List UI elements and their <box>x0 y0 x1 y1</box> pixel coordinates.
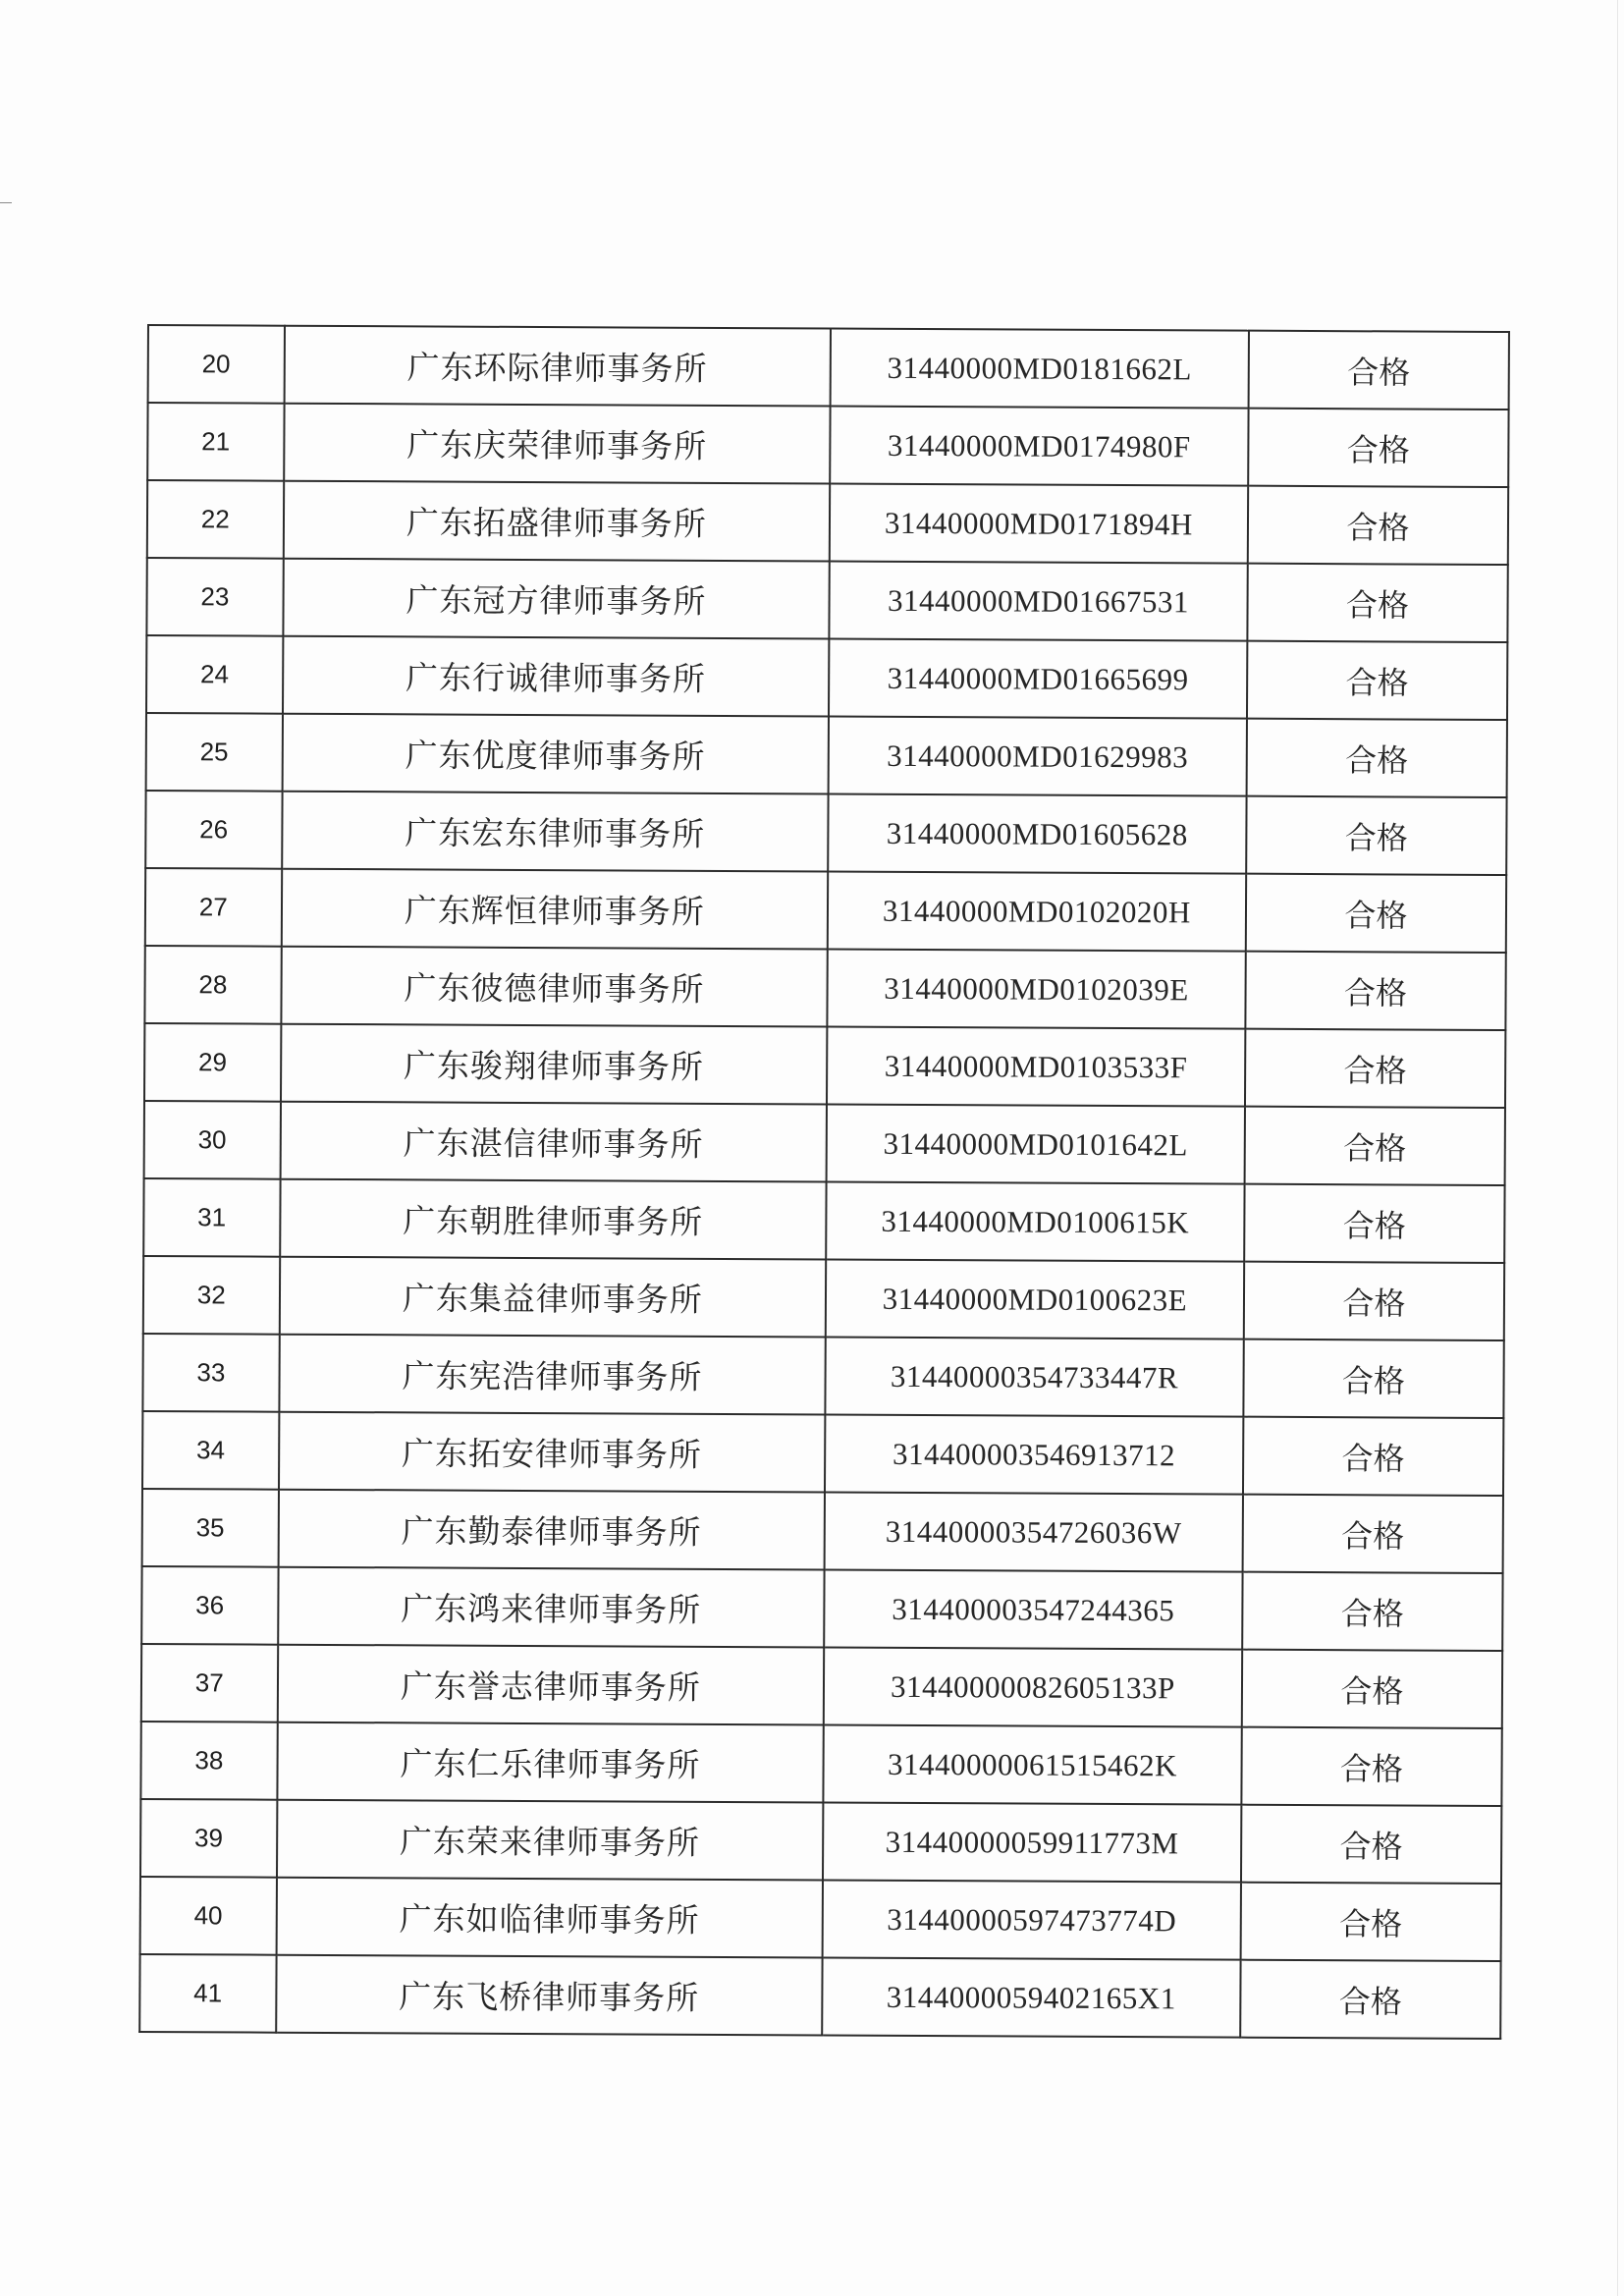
firm-name-cell: 广东荣来律师事务所 <box>277 1800 824 1881</box>
table-row <box>143 1256 1504 1340</box>
row-number-cell: 22 <box>147 480 284 559</box>
result-cell: 合格 <box>1248 409 1509 487</box>
credit-code-cell: 3144000059402165X1 <box>822 1958 1240 2038</box>
result-cell: 合格 <box>1248 331 1509 410</box>
firm-name-cell: 广东仁乐律师事务所 <box>277 1722 824 1803</box>
firm-name-cell: 广东彼德律师事务所 <box>281 947 828 1027</box>
credit-code-cell: 31440000MD01629983 <box>829 717 1247 796</box>
credit-code-cell: 31440000354726036W <box>825 1493 1243 1572</box>
row-number-cell: 23 <box>146 558 283 636</box>
credit-code-cell: 31440000MD0100615K <box>826 1182 1244 1262</box>
result-cell: 合格 <box>1248 486 1509 565</box>
result-cell: 合格 <box>1242 1495 1503 1573</box>
credit-code-cell: 31440000597473774D <box>823 1881 1241 1960</box>
table-row <box>147 480 1508 565</box>
row-number-cell: 21 <box>147 403 284 481</box>
scan-edge <box>1617 0 1618 2296</box>
result-cell: 合格 <box>1246 796 1507 875</box>
table-row <box>142 1489 1503 1573</box>
firm-name-cell: 广东如临律师事务所 <box>276 1878 823 1958</box>
firm-name-cell: 广东朝胜律师事务所 <box>280 1179 827 1260</box>
row-number-cell: 24 <box>146 635 283 714</box>
credit-code-cell: 31440000MD0101642L <box>827 1105 1245 1184</box>
firm-name-cell: 广东行诚律师事务所 <box>283 636 830 717</box>
table-row <box>140 1799 1501 1884</box>
firm-name-cell: 广东飞桥律师事务所 <box>276 1955 823 2036</box>
table-row <box>141 1566 1502 1651</box>
credit-code-cell: 314400003547244365 <box>824 1570 1242 1650</box>
result-cell: 合格 <box>1240 1883 1501 1961</box>
table-row <box>140 1877 1501 1961</box>
table-row <box>144 1023 1505 1108</box>
result-cell: 合格 <box>1247 641 1508 720</box>
credit-code-cell: 31440000MD0102039E <box>827 950 1245 1029</box>
row-number-cell: 32 <box>143 1256 280 1335</box>
table-row <box>139 1954 1500 2039</box>
result-cell: 合格 <box>1243 1339 1504 1418</box>
firm-name-cell: 广东辉恒律师事务所 <box>281 869 828 950</box>
table-row <box>143 1178 1504 1263</box>
table-row <box>144 1101 1505 1185</box>
credit-code-cell: 31440000MD01605628 <box>828 794 1246 874</box>
credit-code-cell: 31440000MD0174980F <box>830 407 1248 486</box>
result-cell: 合格 <box>1244 1184 1505 1263</box>
credit-code-cell: 31440000MD0103533F <box>827 1027 1245 1107</box>
row-number-cell: 20 <box>148 325 285 404</box>
firm-name-cell: 广东勤泰律师事务所 <box>278 1490 825 1570</box>
result-cell: 合格 <box>1241 1727 1502 1806</box>
firm-name-cell: 广东湛信律师事务所 <box>280 1102 827 1182</box>
firm-name-cell: 广东鸿来律师事务所 <box>278 1567 825 1648</box>
credit-code-cell: 314400003546913712 <box>825 1415 1243 1495</box>
row-number-cell: 37 <box>141 1644 278 1722</box>
credit-code-cell: 31440000MD0171894H <box>830 484 1248 564</box>
credit-code-cell: 31440000082605133P <box>824 1648 1242 1727</box>
result-cell: 合格 <box>1240 1960 1501 2039</box>
result-cell: 合格 <box>1246 719 1507 797</box>
result-cell: 合格 <box>1246 874 1507 953</box>
row-number-cell: 35 <box>142 1489 279 1567</box>
row-number-cell: 38 <box>140 1722 277 1800</box>
row-number-cell: 31 <box>143 1178 280 1257</box>
firm-name-cell: 广东集益律师事务所 <box>279 1257 826 1338</box>
credit-code-cell: 31440000MD01667531 <box>829 562 1247 641</box>
firm-name-cell: 广东宏东律师事务所 <box>282 792 829 872</box>
row-number-cell: 29 <box>144 1023 281 1102</box>
table-row <box>140 1722 1501 1806</box>
law-firm-inspection-table <box>138 324 1510 2040</box>
records-table-wrapper <box>138 324 1510 2040</box>
table-row <box>146 635 1507 720</box>
table-row <box>142 1411 1503 1496</box>
row-number-cell: 39 <box>140 1799 277 1878</box>
credit-code-cell: 31440000MD0181662L <box>831 329 1249 409</box>
table-row <box>147 403 1508 487</box>
result-cell: 合格 <box>1243 1417 1504 1496</box>
result-cell: 合格 <box>1245 952 1506 1030</box>
credit-code-cell: 31440000061515462K <box>823 1725 1241 1805</box>
firm-name-cell: 广东环际律师事务所 <box>284 326 831 407</box>
table-row <box>141 1644 1502 1728</box>
firm-name-cell: 广东宪浩律师事务所 <box>279 1335 826 1415</box>
table-row <box>142 1334 1503 1418</box>
result-cell: 合格 <box>1241 1805 1502 1884</box>
table-row <box>146 558 1507 642</box>
firm-name-cell: 广东拓盛律师事务所 <box>283 481 830 562</box>
table-row <box>145 791 1506 875</box>
row-number-cell: 26 <box>145 791 282 869</box>
firm-name-cell: 广东骏翔律师事务所 <box>281 1024 828 1105</box>
firm-name-cell: 广东优度律师事务所 <box>282 714 829 794</box>
firm-name-cell: 广东冠方律师事务所 <box>283 559 830 639</box>
credit-code-cell: 31440000354733447R <box>825 1338 1243 1417</box>
credit-code-cell: 31440000059911773M <box>823 1803 1241 1883</box>
row-number-cell: 34 <box>142 1411 279 1490</box>
result-cell: 合格 <box>1247 564 1508 642</box>
row-number-cell: 25 <box>146 713 283 792</box>
firm-name-cell: 广东拓安律师事务所 <box>279 1412 826 1493</box>
credit-code-cell: 31440000MD01665699 <box>829 639 1247 719</box>
table-row <box>145 868 1506 953</box>
table-row <box>148 325 1509 410</box>
firm-name-cell: 广东誉志律师事务所 <box>277 1645 824 1725</box>
firm-name-cell: 广东庆荣律师事务所 <box>284 404 831 484</box>
row-number-cell: 40 <box>140 1877 277 1955</box>
result-cell: 合格 <box>1242 1650 1503 1728</box>
row-number-cell: 41 <box>139 1954 276 2033</box>
table-row <box>146 713 1507 797</box>
row-number-cell: 27 <box>145 868 282 947</box>
row-number-cell: 36 <box>141 1566 278 1645</box>
row-number-cell: 28 <box>144 946 281 1024</box>
result-cell: 合格 <box>1245 1029 1506 1108</box>
result-cell: 合格 <box>1244 1107 1505 1185</box>
table-body <box>139 325 1509 2039</box>
result-cell: 合格 <box>1244 1262 1505 1340</box>
credit-code-cell: 31440000MD0102020H <box>828 872 1246 952</box>
result-cell: 合格 <box>1242 1572 1503 1651</box>
row-number-cell: 30 <box>144 1101 281 1179</box>
credit-code-cell: 31440000MD0100623E <box>826 1260 1244 1339</box>
row-number-cell: 33 <box>142 1334 279 1412</box>
table-row <box>144 946 1505 1030</box>
margin-mark <box>0 202 12 203</box>
